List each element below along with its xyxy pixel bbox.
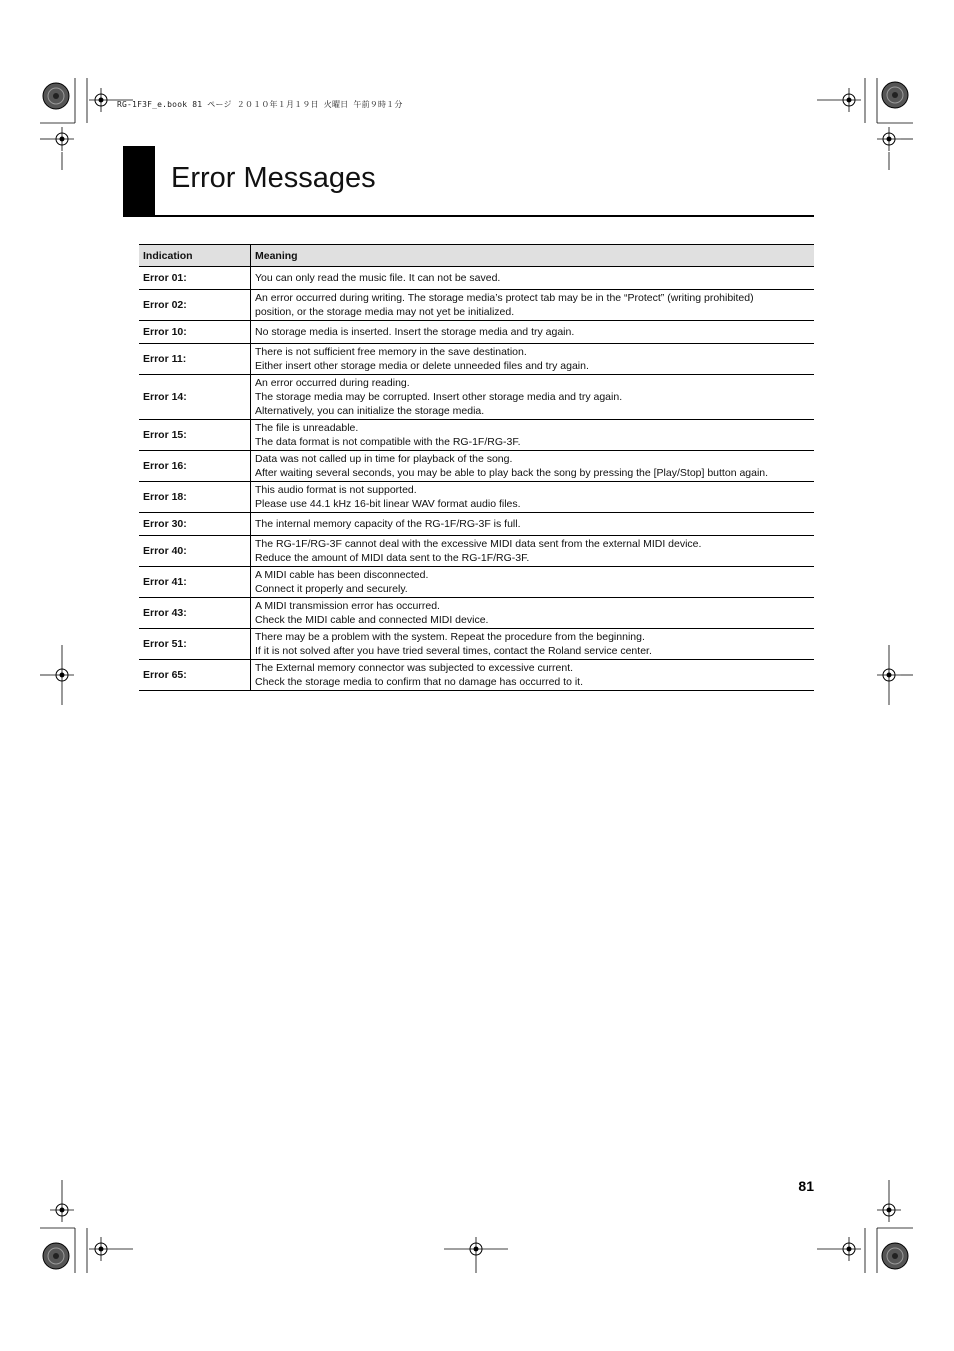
error-meaning (251, 536, 815, 567)
column-header-meaning: Meaning (251, 245, 815, 267)
meaning-line: A MIDI transmission error has occurred. (255, 600, 440, 612)
error-code: Error 14: (139, 375, 251, 420)
error-messages-table (139, 244, 814, 691)
meaning-line: The External memory connector was subjected to excessive current. (255, 662, 574, 674)
meaning-line: The internal memory capacity of the RG-1F/RG-3F is full. (255, 518, 521, 530)
title-underline (123, 215, 814, 217)
error-code: Error 02: (139, 290, 251, 321)
error-code: Error 16: (139, 451, 251, 482)
table-row (139, 513, 814, 536)
error-meaning (251, 375, 815, 420)
table-row (139, 629, 814, 660)
error-meaning (251, 567, 815, 598)
error-meaning (251, 420, 815, 451)
meaning-line: Either insert other storage media or delete unneeded files and try again. (255, 360, 589, 372)
error-code: Error 10: (139, 321, 251, 344)
error-code: Error 43: (139, 598, 251, 629)
table-row (139, 660, 814, 691)
error-meaning (251, 629, 815, 660)
meaning-line: A MIDI cable has been disconnected. (255, 569, 429, 581)
title-block-marker (123, 146, 155, 216)
error-code: Error 01: (139, 267, 251, 290)
error-meaning (251, 290, 815, 321)
error-code: Error 11: (139, 344, 251, 375)
error-meaning (251, 344, 815, 375)
meaning-line: Connect it properly and securely. (255, 583, 408, 595)
meaning-line: There is not sufficient free memory in the save destination. (255, 346, 527, 358)
table-row (139, 344, 814, 375)
error-meaning (251, 321, 815, 344)
meaning-line: The file is unreadable. (255, 422, 359, 434)
error-meaning (251, 660, 815, 691)
error-code: Error 40: (139, 536, 251, 567)
error-code: Error 18: (139, 482, 251, 513)
table-header-row (139, 245, 814, 267)
table-row (139, 451, 814, 482)
table-row (139, 482, 814, 513)
meaning-line: The data format is not compatible with the RG-1F/RG-3F. (255, 436, 521, 448)
error-code: Error 30: (139, 513, 251, 536)
error-code: Error 15: (139, 420, 251, 451)
error-code: Error 65: (139, 660, 251, 691)
file-info-header: RG-1F3F_e.book 81 ページ ２０１０年１月１９日 火曜日 午前９時１分 (117, 100, 403, 109)
meaning-line: The storage media may be corrupted. Insert other storage media and try again. (255, 391, 623, 403)
meaning-line: Reduce the amount of MIDI data sent to the RG-1F/RG-3F. (255, 552, 530, 564)
table-row (139, 290, 814, 321)
meaning-line: Alternatively, you can initialize the storage media. (255, 405, 485, 417)
meaning-line: Check the storage media to confirm that no damage has occurred to it. (255, 676, 584, 688)
error-meaning (251, 598, 815, 629)
meaning-line: An error occurred during reading. (255, 377, 410, 389)
error-code: Error 51: (139, 629, 251, 660)
table-row (139, 375, 814, 420)
column-header-indication: Indication (139, 245, 251, 267)
table-row (139, 598, 814, 629)
error-meaning (251, 482, 815, 513)
table-row (139, 536, 814, 567)
meaning-line: After waiting several seconds, you may be able to play back the song by pressing the [Play/Stop] button again. (255, 467, 769, 479)
meaning-line: Data was not called up in time for playback of the song. (255, 453, 513, 465)
page-number: 81 (798, 1178, 814, 1194)
meaning-line: If it is not solved after you have tried several times, contact the Roland service center. (255, 645, 652, 657)
table-row (139, 267, 814, 290)
table-body (139, 267, 814, 691)
meaning-line: position, or the storage media may not yet be initialized. (255, 306, 515, 318)
table-row (139, 567, 814, 598)
meaning-line: This audio format is not supported. (255, 484, 417, 496)
error-meaning (251, 267, 815, 290)
meaning-line: No storage media is inserted. Insert the storage media and try again. (255, 326, 575, 338)
error-meaning (251, 451, 815, 482)
meaning-line: An error occurred during writing. The storage media’s protect tab may be in the “Protect” (writing prohibited) (255, 292, 754, 304)
meaning-line: Please use 44.1 kHz 16-bit linear WAV format audio files. (255, 498, 521, 510)
meaning-line: You can only read the music file. It can not be saved. (255, 272, 501, 284)
error-code: Error 41: (139, 567, 251, 598)
error-meaning (251, 513, 815, 536)
page-title: Error Messages (171, 162, 376, 194)
meaning-line: The RG-1F/RG-3F cannot deal with the excessive MIDI data sent from the external MIDI device. (255, 538, 702, 550)
meaning-line: Check the MIDI cable and connected MIDI device. (255, 614, 489, 626)
meaning-line: There may be a problem with the system. Repeat the procedure from the beginning. (255, 631, 645, 643)
table-row (139, 420, 814, 451)
table-row (139, 321, 814, 344)
